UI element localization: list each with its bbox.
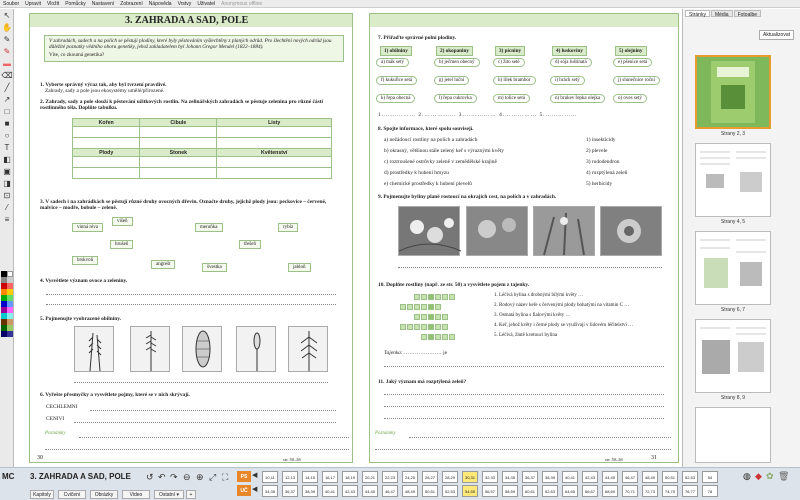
crop-option[interactable]: f) kukuřice setá	[376, 76, 417, 85]
tools-icon[interactable]: ✿	[766, 471, 774, 481]
fruit-chip[interactable]: brskvoň	[72, 256, 98, 265]
page-title: 3. ZAHRADA A SAD, POLE	[125, 15, 249, 26]
crop-option[interactable]: c) žito seté	[493, 58, 525, 67]
table-cell[interactable]	[140, 127, 217, 138]
page-button[interactable]: 44,45	[602, 471, 618, 483]
q5-text: 5. Pojmenujte vyobrazené obilniny.	[40, 316, 122, 322]
menu-item[interactable]: Vložit	[46, 0, 60, 7]
intro-text: V zahradách, sadech a na polích se pěstují plodiny, které byly pěstováním vyšlechtěny z planých odrůd. Pro šlechtění nových odrůd jsou důležité poznatky vědního oboru genetiky, jehož zakladatelem byl Johann Gregor Mendel (1822–1884).	[49, 38, 332, 51]
question-8	[378, 126, 474, 132]
plant-photo	[600, 206, 662, 256]
crossword-clue: 4. Keř, jehož květy i černé plody se využívají v lidovém léčitelství …	[494, 323, 634, 328]
crop-option[interactable]: b) ječmen obecný	[434, 58, 480, 67]
eyedropper-icon[interactable]: ⁄	[6, 203, 8, 212]
question-9	[378, 194, 556, 200]
tajenka-label: Tajenka:	[384, 350, 403, 356]
bottom-navigation-bar	[0, 467, 800, 500]
col-listy: Listy	[217, 119, 332, 127]
left-page	[29, 13, 353, 463]
menu-item[interactable]: Upravit	[25, 0, 41, 7]
pointer-icon[interactable]: ↖	[3, 11, 11, 20]
fruit-chip[interactable]: meruňka	[195, 223, 223, 232]
menu-item[interactable]: Nápověda	[148, 0, 172, 7]
page-button[interactable]: 62,63	[542, 485, 558, 497]
question-2	[40, 99, 342, 112]
menu-item[interactable]: Zobrazení	[120, 0, 143, 7]
page-button[interactable]: 24,25	[402, 471, 418, 483]
pen-icon[interactable]: ✎	[3, 35, 11, 44]
thumbnail-2-3[interactable]	[695, 55, 771, 129]
crop-option[interactable]: d) sója luštinatá	[550, 58, 592, 67]
crop-option[interactable]: n) brukev řepka olejka	[550, 94, 605, 103]
q10-text: 10. Doplňte rostliny (např. ze str. 50) a vysvětlete pojem z tajenky.	[378, 282, 530, 288]
page-button[interactable]: 14,15	[302, 471, 318, 483]
menu-bar	[0, 0, 800, 8]
question-3	[40, 199, 342, 212]
notes-line[interactable]	[45, 449, 349, 450]
plant-photo	[398, 206, 460, 256]
crossword-cell[interactable]	[435, 334, 441, 340]
answer-line[interactable]	[46, 294, 336, 295]
question-7	[378, 35, 456, 41]
page-button[interactable]: 78	[702, 485, 718, 497]
table-cell[interactable]	[73, 127, 140, 138]
question-4	[40, 278, 340, 284]
globe-icon[interactable]: ◍	[743, 471, 751, 481]
thumbnail-6-7[interactable]	[695, 231, 771, 305]
crop-option[interactable]: h) lilek brambor	[493, 76, 536, 85]
crossword-cell[interactable]	[407, 304, 413, 310]
page-button[interactable]: 54	[702, 471, 718, 483]
crop-option[interactable]: e) pšenice setá	[613, 58, 652, 67]
crossword-cell[interactable]	[428, 294, 434, 300]
menu-item: Anonymous offline	[221, 0, 263, 7]
crossword-clue: 3. Ostnatá bylina s fialovými květy …	[494, 313, 571, 318]
notes-line[interactable]	[79, 437, 349, 438]
q6-text: 6. Vyřešte přesmyčky a vysvětlete pojmy, které se v nich skrývají.	[40, 392, 190, 398]
crossword-cell[interactable]	[421, 324, 427, 330]
page-number: 30	[37, 455, 43, 461]
page-button[interactable]: 72,73	[642, 485, 658, 497]
chapter-title: 3. ZAHRADA A SAD, POLE	[30, 472, 131, 481]
page-button[interactable]: 58,59	[502, 485, 518, 497]
answer-line[interactable]	[384, 406, 664, 407]
prev-page-icon[interactable]: ◀	[252, 486, 258, 493]
match-left[interactable]: e) chemické prostředky k hubení plevelů	[384, 181, 472, 187]
rectangle-icon[interactable]: □	[4, 107, 10, 116]
match-left[interactable]: a) nežádoucí rostliny na polích a zahradách	[384, 137, 478, 143]
table-cell[interactable]	[217, 138, 332, 149]
crossword-cell[interactable]	[421, 314, 427, 320]
fruit-chip[interactable]: jabloň	[288, 263, 311, 272]
fruit-chip[interactable]: vinná réva	[72, 223, 103, 232]
right-page	[369, 13, 679, 463]
text-icon[interactable]: T	[4, 143, 10, 152]
tab-media[interactable]: Média	[711, 10, 733, 17]
num: 2.	[418, 112, 425, 118]
crossword-cell[interactable]	[421, 304, 427, 310]
page-button[interactable]: 30,31	[462, 471, 478, 483]
table-cell[interactable]	[140, 157, 217, 168]
undo-icon[interactable]: ↶	[158, 472, 166, 482]
page-button[interactable]: 36,37	[522, 471, 538, 483]
anagram-2: CENIVI	[46, 416, 65, 422]
table-cell[interactable]	[73, 168, 140, 179]
match-right[interactable]: 1) insekticidy	[586, 137, 616, 143]
menu-item[interactable]: Uživatel	[197, 0, 216, 7]
crossword-cell[interactable]	[435, 314, 441, 320]
match-right[interactable]: 5) herbicidy	[586, 181, 613, 187]
num: 5.	[539, 112, 546, 118]
crossword-clue: 1. Léčivá bylina s drobnými bílými květy …	[494, 293, 584, 298]
crop-option[interactable]: g) jetel luční	[434, 76, 469, 85]
prev-page-icon[interactable]: ◀	[252, 472, 258, 479]
intro-box	[44, 35, 344, 62]
crossword-cell[interactable]	[414, 324, 420, 330]
intro-question: Víte, co zkoumá genetika?	[49, 52, 105, 59]
page-button[interactable]: 46,47	[382, 485, 398, 497]
page-button[interactable]: 64,65	[562, 485, 578, 497]
q2-text: 2. Zahrady, sady a pole slouží k pěstování užitkových rostlin. Na zelinářských zahradách se pěstuje zelenina pro různé části rostlinného těla. Doplňte tabulku.	[40, 99, 323, 112]
crossword-cell[interactable]	[400, 304, 406, 310]
col-plody: Plody	[73, 149, 140, 157]
je-label: je	[443, 350, 447, 356]
thumbnail-label: Strany 2, 3	[720, 131, 746, 137]
page-button[interactable]: 18,19	[342, 471, 358, 483]
match-right[interactable]: 3) rododendron	[586, 159, 620, 165]
num: 3.	[458, 112, 465, 118]
question-5	[40, 316, 340, 322]
match-right[interactable]: 2) plevele	[586, 148, 608, 154]
page-button[interactable]: 10,11	[262, 471, 278, 483]
rotate-left-icon[interactable]: ↺	[146, 472, 154, 482]
answer-line[interactable]	[384, 394, 664, 395]
page-button[interactable]: 20,21	[362, 471, 378, 483]
fruit-chip[interactable]: višeň	[112, 217, 133, 226]
crossword-cell[interactable]	[428, 324, 434, 330]
eraser-icon[interactable]: ⌫	[1, 71, 13, 80]
crossword-cell[interactable]	[421, 294, 427, 300]
page-button[interactable]: 52,53	[442, 485, 458, 497]
question-11	[378, 379, 466, 385]
answer-numbers: 1.…………… 2.…………… 3.…………… 4.…………… 5.……………	[378, 112, 578, 118]
page-footer: str. 50–56	[605, 457, 623, 462]
color-palette[interactable]	[1, 271, 13, 337]
col-koren: Kořen	[73, 119, 140, 127]
num: 4.	[499, 112, 506, 118]
category-chip: 3) pícniny	[495, 46, 525, 56]
table-cell[interactable]	[217, 127, 332, 138]
plant-photo	[466, 206, 528, 256]
page-button[interactable]: 34,35	[262, 485, 278, 497]
grain-image	[74, 326, 114, 372]
q1-text: 1. Vyberte správný výraz tak, aby byl tvrzení pravdivé.	[40, 82, 167, 88]
thumbnail-8-9[interactable]	[695, 319, 771, 393]
answer-line[interactable]	[74, 382, 328, 383]
tajenka-row: Tajenka: ………………… je	[384, 350, 447, 356]
category-chip: 5) olejniny	[615, 46, 647, 56]
trash-icon[interactable]: 🗑	[778, 471, 790, 481]
notes-line[interactable]	[409, 437, 671, 438]
fruit-chip[interactable]: švestka	[202, 263, 227, 272]
thumbnail-label: Strany 6, 7	[720, 307, 746, 313]
category-chip: 1) obilniny	[380, 46, 412, 56]
menu-item[interactable]: Soubor	[3, 0, 20, 7]
ellipse-icon[interactable]: ○	[4, 131, 10, 140]
page-button[interactable]: 38,39	[542, 471, 558, 483]
kapitoly-button[interactable]: Kapitoly	[30, 490, 54, 499]
match-left[interactable]: d) prostředky k hubení hmyzu	[384, 170, 449, 176]
crossword-cell[interactable]	[400, 324, 406, 330]
crossword-cell[interactable]	[442, 314, 448, 320]
sidebar-tabs	[683, 9, 800, 18]
menu-item[interactable]: Nastavení	[91, 0, 115, 7]
page-button[interactable]: 40,41	[322, 485, 338, 497]
fruit-chip[interactable]: angrešt	[151, 260, 175, 269]
page-button[interactable]: 70,71	[622, 485, 638, 497]
line-width-icon[interactable]: ≡	[4, 215, 10, 224]
page-button[interactable]: 42,43	[342, 485, 358, 497]
match-left[interactable]: c) roztroušené ostrůvky zeleně v zemědělské krajině	[384, 159, 497, 165]
page-button[interactable]: 28,29	[442, 471, 458, 483]
crop-option[interactable]: m) tolice setá	[493, 94, 530, 103]
plant-photo	[533, 206, 595, 256]
page-button[interactable]: 44,45	[362, 485, 378, 497]
notes-line[interactable]	[375, 449, 671, 450]
category-chip: 2) okopaniny	[436, 46, 473, 56]
textbook-spread	[15, 9, 680, 467]
crossword-cell[interactable]	[421, 334, 427, 340]
tab-stranky[interactable]: Stránky	[685, 10, 710, 17]
page-button[interactable]: 22,23	[382, 471, 398, 483]
line-icon[interactable]: ╱	[4, 83, 10, 92]
crop-option[interactable]: j) slunečnice roční	[613, 76, 660, 85]
redo-icon[interactable]: ↷	[170, 472, 178, 482]
fruit-chip[interactable]: rybíz	[278, 223, 298, 232]
page-button[interactable]: 34,35	[502, 471, 518, 483]
crossword-cell[interactable]	[414, 294, 420, 300]
page-number: 31	[651, 455, 657, 461]
plant-parts-table	[72, 118, 332, 179]
crossword-cell[interactable]	[435, 324, 441, 330]
page-button[interactable]: 56,57	[482, 485, 498, 497]
anagram-1: CECHLEMNI	[46, 404, 78, 410]
page-button[interactable]: 74,75	[662, 485, 678, 497]
obrazky-button[interactable]: Obrázky	[90, 490, 118, 499]
notes-label: Poznámky	[45, 431, 66, 436]
answer-line[interactable]	[398, 267, 662, 268]
crossword-cell[interactable]	[435, 294, 441, 300]
arrow-icon[interactable]: ↗	[3, 95, 11, 104]
drawing-toolbar	[0, 9, 14, 467]
page-button[interactable]: 50,51	[662, 471, 678, 483]
shape-icon[interactable]: ◧	[3, 155, 11, 164]
notes-label: Poznámky	[375, 431, 396, 436]
crossword-cell[interactable]	[442, 334, 448, 340]
thumbnail-label: Strany 4, 5	[720, 219, 746, 225]
crossword-clue: 5. Léčivá, žlutě kvetoucí bylina	[494, 333, 558, 338]
video-button[interactable]: Video	[122, 490, 150, 499]
oat-image	[288, 326, 328, 372]
crossword-cell[interactable]	[435, 304, 441, 310]
crossword-cell[interactable]	[442, 294, 448, 300]
fruit-chip[interactable]: hrušeň	[110, 240, 133, 249]
page-footer: str. 50–56	[283, 457, 301, 462]
crossword-cell[interactable]	[428, 314, 434, 320]
page-button[interactable]: 16,17	[322, 471, 338, 483]
crossword-clue: 2. Rodový název keře s červenými plody bohatými na vitamin C …	[494, 303, 630, 308]
crossword-cell[interactable]	[407, 324, 413, 330]
table-cell[interactable]	[140, 138, 217, 149]
table-cell[interactable]	[73, 157, 140, 168]
page-button[interactable]: 12,13	[282, 471, 298, 483]
question-10	[378, 282, 529, 288]
page-button[interactable]: 66,67	[582, 485, 598, 497]
page-button[interactable]: 54,55	[462, 485, 478, 497]
q11-text: 11. Jaký význam má rozptýlená zeleň?	[378, 379, 467, 385]
stamp-icon[interactable]: ◨	[3, 179, 11, 188]
page-button[interactable]: 60,61	[522, 485, 538, 497]
ostatni-dropdown[interactable]: Ostatní ▾	[154, 490, 184, 499]
page-button[interactable]: 48,49	[642, 471, 658, 483]
menu-item[interactable]: Pomůcky	[65, 0, 86, 7]
crop-option[interactable]: l) řepa cukrovka	[434, 94, 477, 103]
grain-image	[130, 326, 170, 372]
zoom-in-icon[interactable]: ⊕	[196, 472, 204, 482]
crop-option[interactable]: o) oves setý	[613, 94, 647, 103]
num: 1.	[378, 112, 385, 118]
crossword-cell[interactable]	[428, 304, 434, 310]
hand-icon[interactable]: ✋	[2, 23, 12, 32]
page-button[interactable]: 38,39	[302, 485, 318, 497]
zoom-out-icon[interactable]: ⊖	[183, 472, 191, 482]
thumbnail-4-5[interactable]	[695, 143, 771, 217]
answer-line[interactable]	[384, 418, 664, 419]
question-1	[40, 82, 340, 95]
marker-icon[interactable]: ✎	[3, 47, 11, 56]
ps-toggle[interactable]: PS	[237, 471, 251, 482]
page-button[interactable]: 36,37	[282, 485, 298, 497]
page-button[interactable]: 50,51	[422, 485, 438, 497]
page-thumbnails-panel	[682, 9, 800, 467]
bookmark-icon[interactable]: ◆	[755, 471, 762, 481]
filled-rectangle-icon[interactable]: ■	[4, 119, 10, 128]
page-button[interactable]: 52,53	[682, 471, 698, 483]
fruit-chip[interactable]: třešeň	[239, 240, 261, 249]
page-button[interactable]: 76,77	[682, 485, 698, 497]
match-right[interactable]: 4) rozptýlená zeleň	[586, 170, 628, 176]
fullscreen-icon[interactable]: ⛶	[222, 472, 229, 482]
q7-text: 7. Přiřaďte správné polní plodiny.	[378, 35, 457, 41]
mc-logo: MC	[2, 472, 15, 481]
menu-item[interactable]: Vrstvy	[177, 0, 192, 7]
page-button[interactable]: 42,43	[582, 471, 598, 483]
table-cell[interactable]	[217, 157, 332, 168]
col-cibule: Cibule	[140, 119, 217, 127]
highlighter-icon[interactable]: ▬	[3, 59, 11, 68]
fit-page-icon[interactable]: ⤢	[209, 472, 217, 482]
col-kvetenstvi: Květenství	[217, 149, 332, 157]
crop-icon[interactable]: ⊡	[3, 191, 11, 200]
col-stonek: Stonek	[140, 149, 217, 157]
thumbnail-next[interactable]	[695, 407, 771, 463]
grain-image	[236, 326, 276, 372]
crossword-cell[interactable]	[414, 304, 420, 310]
page-button[interactable]: 26,27	[422, 471, 438, 483]
answer-line[interactable]	[90, 410, 336, 411]
q8-text: 8. Spojte informace, které spolu souvisejí.	[378, 126, 474, 132]
q9-text: 9. Pojmenujte byliny planě rostoucí na okrajích cest, na polích a v zahradách.	[378, 194, 557, 200]
question-6	[40, 392, 340, 398]
table-cell[interactable]	[140, 168, 217, 179]
screenshot-icon[interactable]: ▣	[3, 167, 11, 176]
table-cell[interactable]	[73, 138, 140, 149]
page-button[interactable]: 46,47	[622, 471, 638, 483]
tab-fotoalbe[interactable]: Fotoalbe	[734, 10, 761, 17]
crop-option[interactable]: a) mák setý	[376, 58, 409, 67]
corn-image	[182, 326, 222, 372]
category-chip: 4) luskoviny	[552, 46, 587, 56]
answer-line[interactable]	[74, 422, 336, 423]
q3-text: 3. V sadech i na zahrádkách se pěstují různé druhy ovocných dřevin. Označte druhy, jejichž plody jsou: peckovice – červeně, malvice – modře, bobule – zeleně.	[40, 199, 327, 212]
q1-statement: Zahrady, sady a pole jsou ekosystémy umělé/přirozené.	[45, 88, 165, 95]
uc-toggle[interactable]: UČ	[237, 485, 251, 496]
answer-line[interactable]	[384, 366, 664, 367]
thumbnail-label: Strany 8, 9	[720, 395, 746, 401]
crossword-cell[interactable]	[449, 294, 455, 300]
crop-option[interactable]: i) hrách setý	[550, 76, 585, 85]
q4-text: 4. Vysvětlete význam ovoce a zeleniny.	[40, 278, 128, 284]
add-button[interactable]: +	[186, 490, 196, 499]
page-button[interactable]: 40,41	[562, 471, 578, 483]
refresh-button[interactable]: Aktualizovat	[759, 30, 794, 40]
crossword-cell[interactable]	[428, 334, 434, 340]
match-left[interactable]: b) okrasný, většinou stále zelený keř s výraznými květy	[384, 148, 504, 154]
page-button[interactable]: 48,49	[402, 485, 418, 497]
crossword-cell[interactable]	[414, 314, 420, 320]
crossword-cell[interactable]	[442, 324, 448, 330]
crop-option[interactable]: k) řepa obecná	[376, 94, 415, 103]
title-band	[370, 14, 678, 27]
crossword-cell[interactable]	[449, 334, 455, 340]
cviceni-button[interactable]: Cvičení	[58, 490, 86, 499]
table-cell[interactable]	[217, 168, 332, 179]
page-button[interactable]: 68,69	[602, 485, 618, 497]
page-button[interactable]: 32,33	[482, 471, 498, 483]
answer-line[interactable]	[46, 304, 336, 305]
